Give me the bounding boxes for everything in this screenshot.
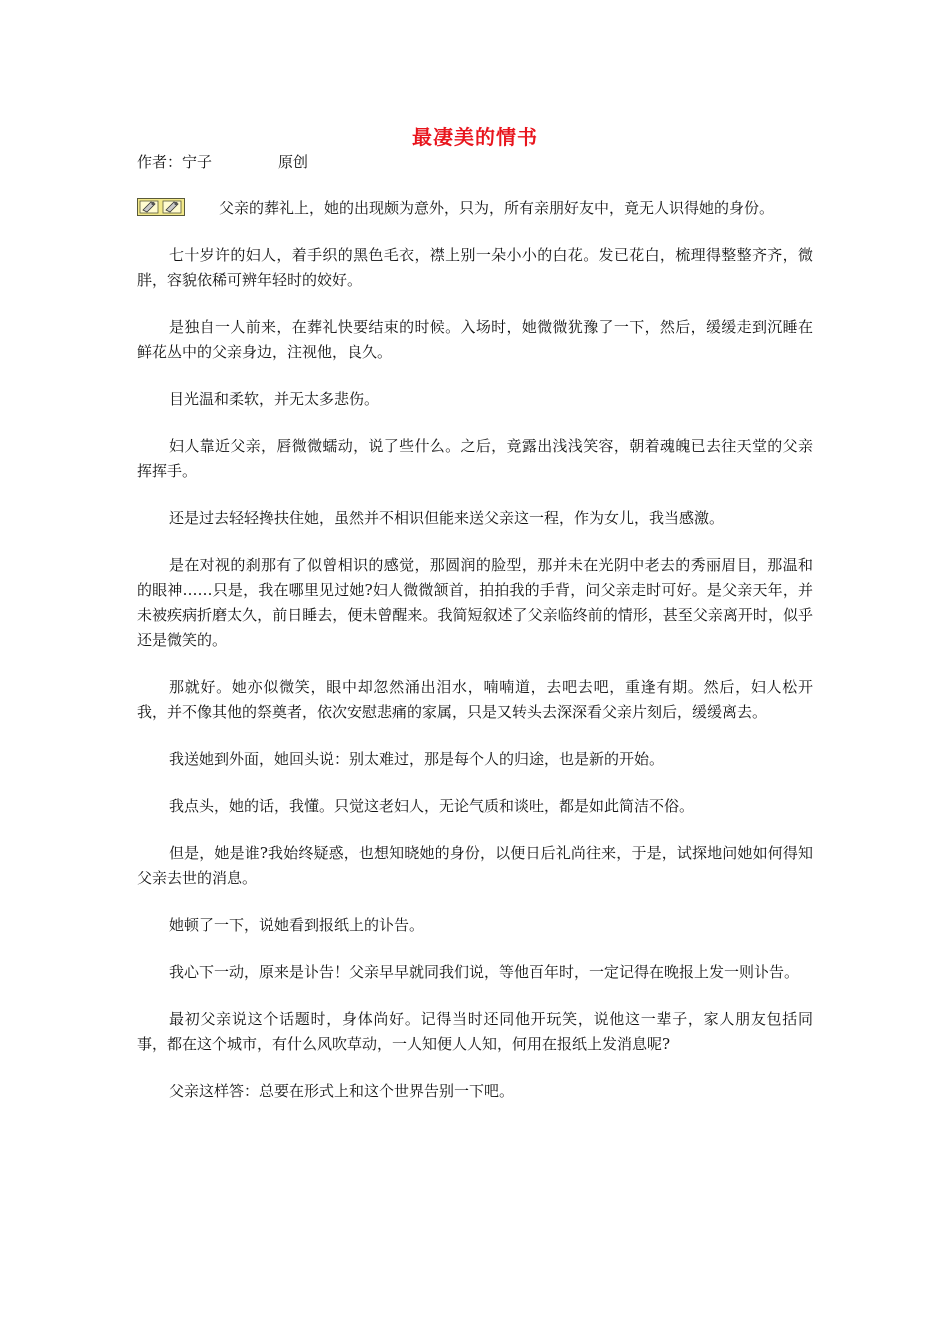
paragraph: 妇人靠近父亲，唇微微蠕动，说了些什么。之后，竟露出浅浅笑容，朝着魂魄已去往天堂的父亲挥挥手。 <box>137 437 813 480</box>
paragraph: 我点头，她的话，我懂。只觉这老妇人，无论气质和谈吐，都是如此简洁不俗。 <box>169 797 695 815</box>
paragraph: 还是过去轻轻搀扶住她，虽然并不相识但能来送父亲这一程，作为女儿，我当感激。 <box>169 509 725 527</box>
paragraph-text: 父亲的葬礼上，她的出现颇为意外，只为，所有亲朋好友中，竟无人识得她的身份。 <box>219 199 775 217</box>
paragraph: 但是，她是谁?我始终疑惑，也想知晓她的身份，以便日后礼尚往来，于是，试探地问她如何得知父亲去世的消息。 <box>137 844 813 887</box>
author-label: 作者：宁子 <box>137 153 213 171</box>
paragraph: 是在对视的刹那有了似曾相识的感觉，那圆润的脸型，那并未在光阴中老去的秀丽眉目，那温和的眼神……只是，我在哪里见过她?妇人微微颔首，拍拍我的手背，问父亲走时可好。是父亲天年，并未被疾病折磨太久，前日睡去，便未曾醒来。我简短叙述了父亲临终前的情形，甚至父亲离开时，似乎还是微笑的。 <box>137 556 813 649</box>
scroll-emblem-icon <box>137 198 185 216</box>
article-title: 最凄美的情书 <box>412 125 538 149</box>
paragraph: 那就好。她亦似微笑，眼中却忽然涌出泪水，喃喃道，去吧去吧，重逢有期。然后，妇人松开我，并不像其他的祭奠者，依次安慰悲痛的家属，只是又转头去深深看父亲片刻后，缓缓离去。 <box>137 678 813 721</box>
original-tag: 原创 <box>278 153 309 171</box>
author-line <box>137 150 308 174</box>
paragraph: 最初父亲说这个话题时，身体尚好。记得当时还同他开玩笑，说他这一辈子，家人朋友包括同事，都在这个城市，有什么风吹草动，一人知便人人知，何用在报纸上发消息呢? <box>137 1010 813 1053</box>
paragraph <box>137 196 813 221</box>
paragraph: 是独自一人前来，在葬礼快要结束的时候。入场时，她微微犹豫了一下，然后，缓缓走到沉睡在鲜花丛中的父亲身边，注视他，良久。 <box>137 318 813 361</box>
paragraph: 七十岁许的妇人，着手织的黑色毛衣，襟上别一朵小小的白花。发已花白，梳理得整整齐齐，微胖，容貌依稀可辨年轻时的姣好。 <box>137 246 813 289</box>
paragraph: 父亲这样答：总要在形式上和这个世界告别一下吧。 <box>169 1082 515 1100</box>
paragraph: 我送她到外面，她回头说：别太难过，那是每个人的归途，也是新的开始。 <box>169 750 665 768</box>
paragraph: 我心下一动，原来是讣告！父亲早早就同我们说，等他百年时，一定记得在晚报上发一则讣告。 <box>169 963 800 981</box>
paragraph: 她顿了一下，说她看到报纸上的讣告。 <box>169 916 425 934</box>
article-body <box>137 196 813 1126</box>
paragraph: 目光温和柔软，并无太多悲伤。 <box>169 390 380 408</box>
